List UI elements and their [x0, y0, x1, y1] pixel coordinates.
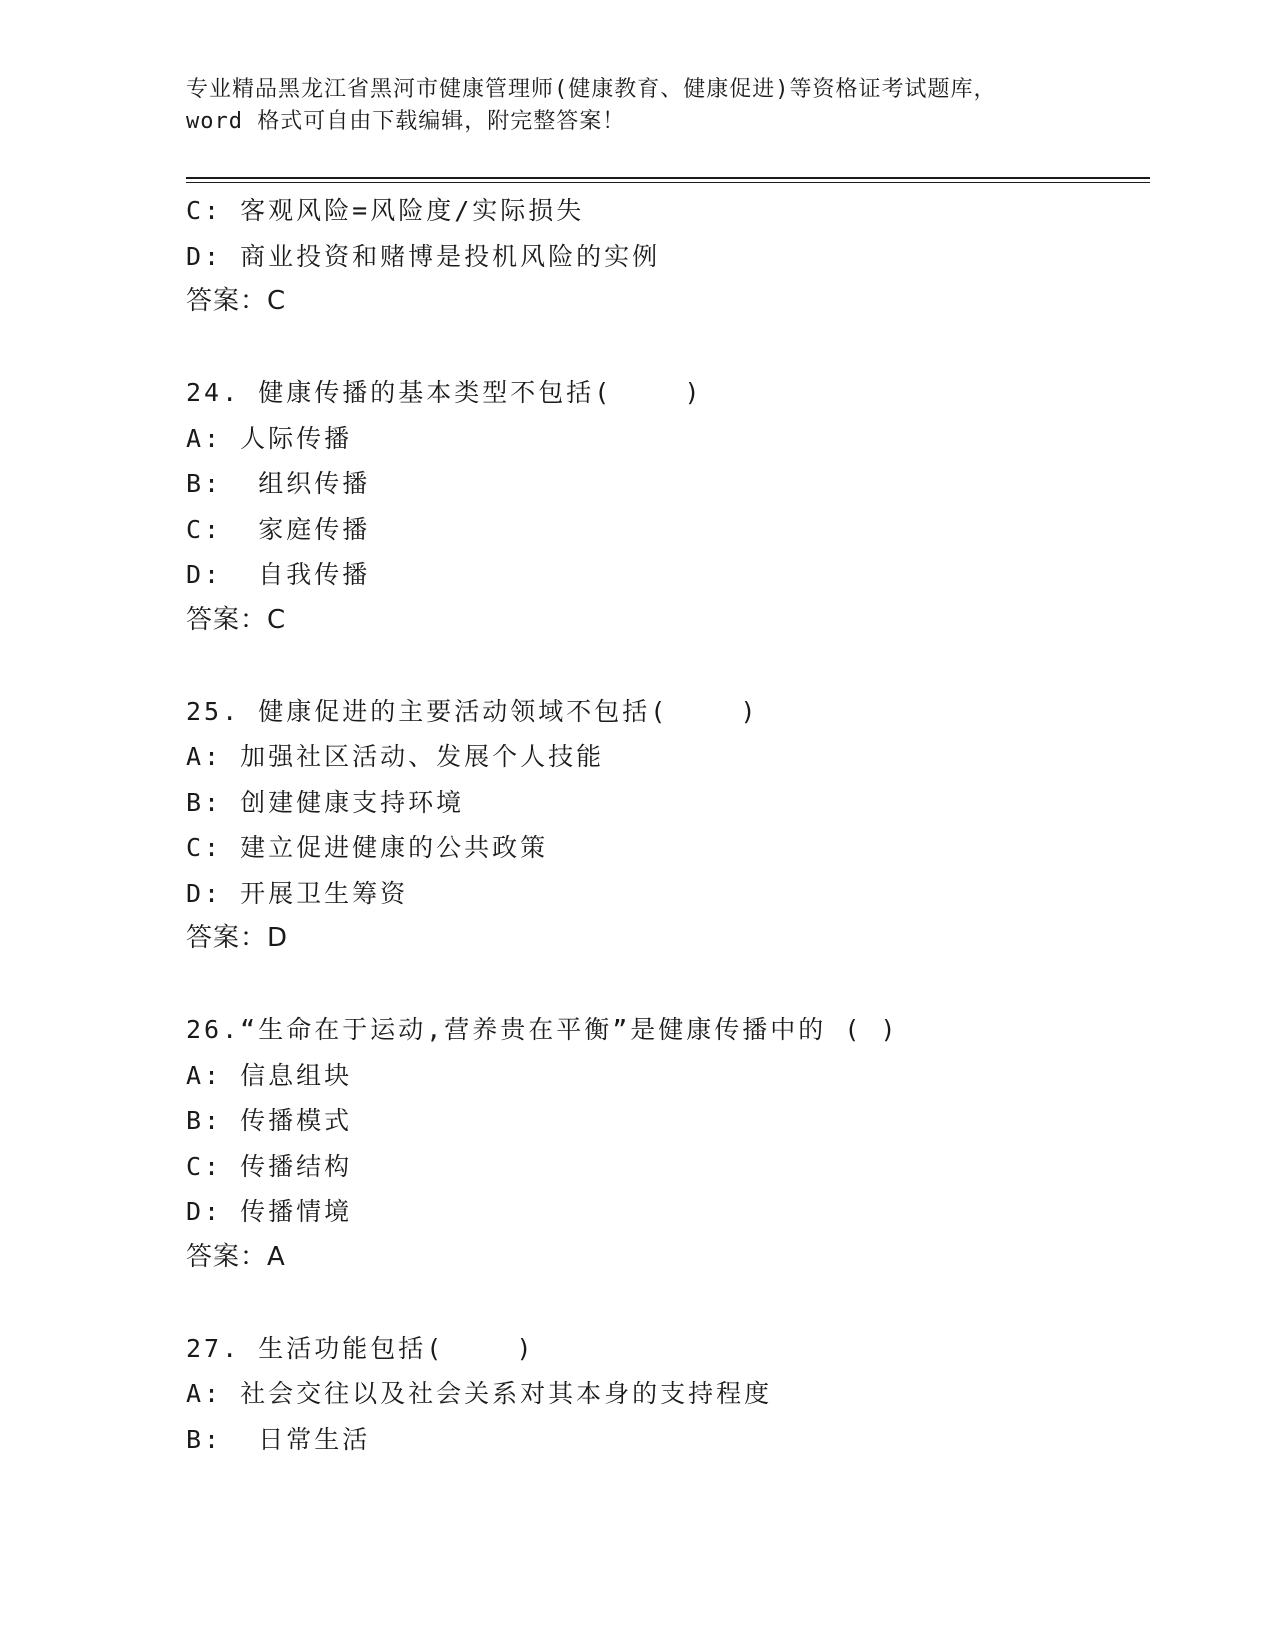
- q24-option-c: C: 家庭传播: [186, 514, 371, 544]
- q25-answer: 答案：D: [186, 923, 289, 953]
- header-line-2: word 格式可自由下载编辑，附完整答案！: [186, 109, 626, 134]
- q26-option-c: C: 传播结构: [186, 1151, 353, 1181]
- q24-option-a: A: 人际传播: [186, 423, 353, 453]
- question-list: [186, 188, 1146, 1462]
- q24-answer: 答案：C: [186, 604, 287, 635]
- q24-question: 24. 健康传播的基本类型不包括( ): [186, 378, 703, 407]
- q23-answer: 答案：C: [186, 286, 287, 316]
- q26-option-b: B: 传播模式: [186, 1106, 353, 1135]
- q26-option-d: D: 传播情境: [186, 1197, 353, 1226]
- document-header: [186, 74, 1146, 138]
- spacer: [186, 643, 1146, 689]
- q25-option-a: A: 加强社区活动、发展个人技能: [186, 742, 605, 771]
- header-line-1: 专业精品黑龙江省黑河市健康管理师(健康教育、健康促进)等资格证考试题库，: [186, 77, 997, 102]
- spacer: [186, 962, 1146, 1008]
- q27-option-b: B: 日常生活: [186, 1424, 371, 1454]
- q26-option-a: A: 信息组块: [186, 1060, 353, 1090]
- spacer: [186, 1280, 1146, 1326]
- q26-answer: 答案：A: [186, 1241, 286, 1272]
- q25-option-c: C: 建立促进健康的公共政策: [186, 833, 549, 862]
- q27-question: 27. 生活功能包括( ): [186, 1333, 535, 1363]
- q25-option-d: D: 开展卫生筹资: [186, 878, 409, 908]
- q24-option-b: B: 组织传播: [186, 469, 371, 498]
- q23-option-d: D: 商业投资和赌博是投机风险的实例: [186, 241, 661, 271]
- q25-question: 25. 健康促进的主要活动领域不包括( ): [186, 696, 759, 726]
- header-divider-thin: [186, 182, 1150, 183]
- q24-option-d: D: 自我传播: [186, 560, 371, 589]
- q27-option-a: A: 社会交往以及社会关系对其本身的支持程度: [186, 1379, 773, 1408]
- q26-question: 26.“生命在于运动,营养贵在平衡”是健康传播中的 ( ): [186, 1015, 899, 1044]
- q25-option-b: B: 创建健康支持环境: [186, 787, 465, 817]
- spacer: [186, 325, 1146, 371]
- header-divider-thick: [186, 177, 1150, 179]
- q23-option-c: C: 客观风险=风险度/实际损失: [186, 196, 585, 225]
